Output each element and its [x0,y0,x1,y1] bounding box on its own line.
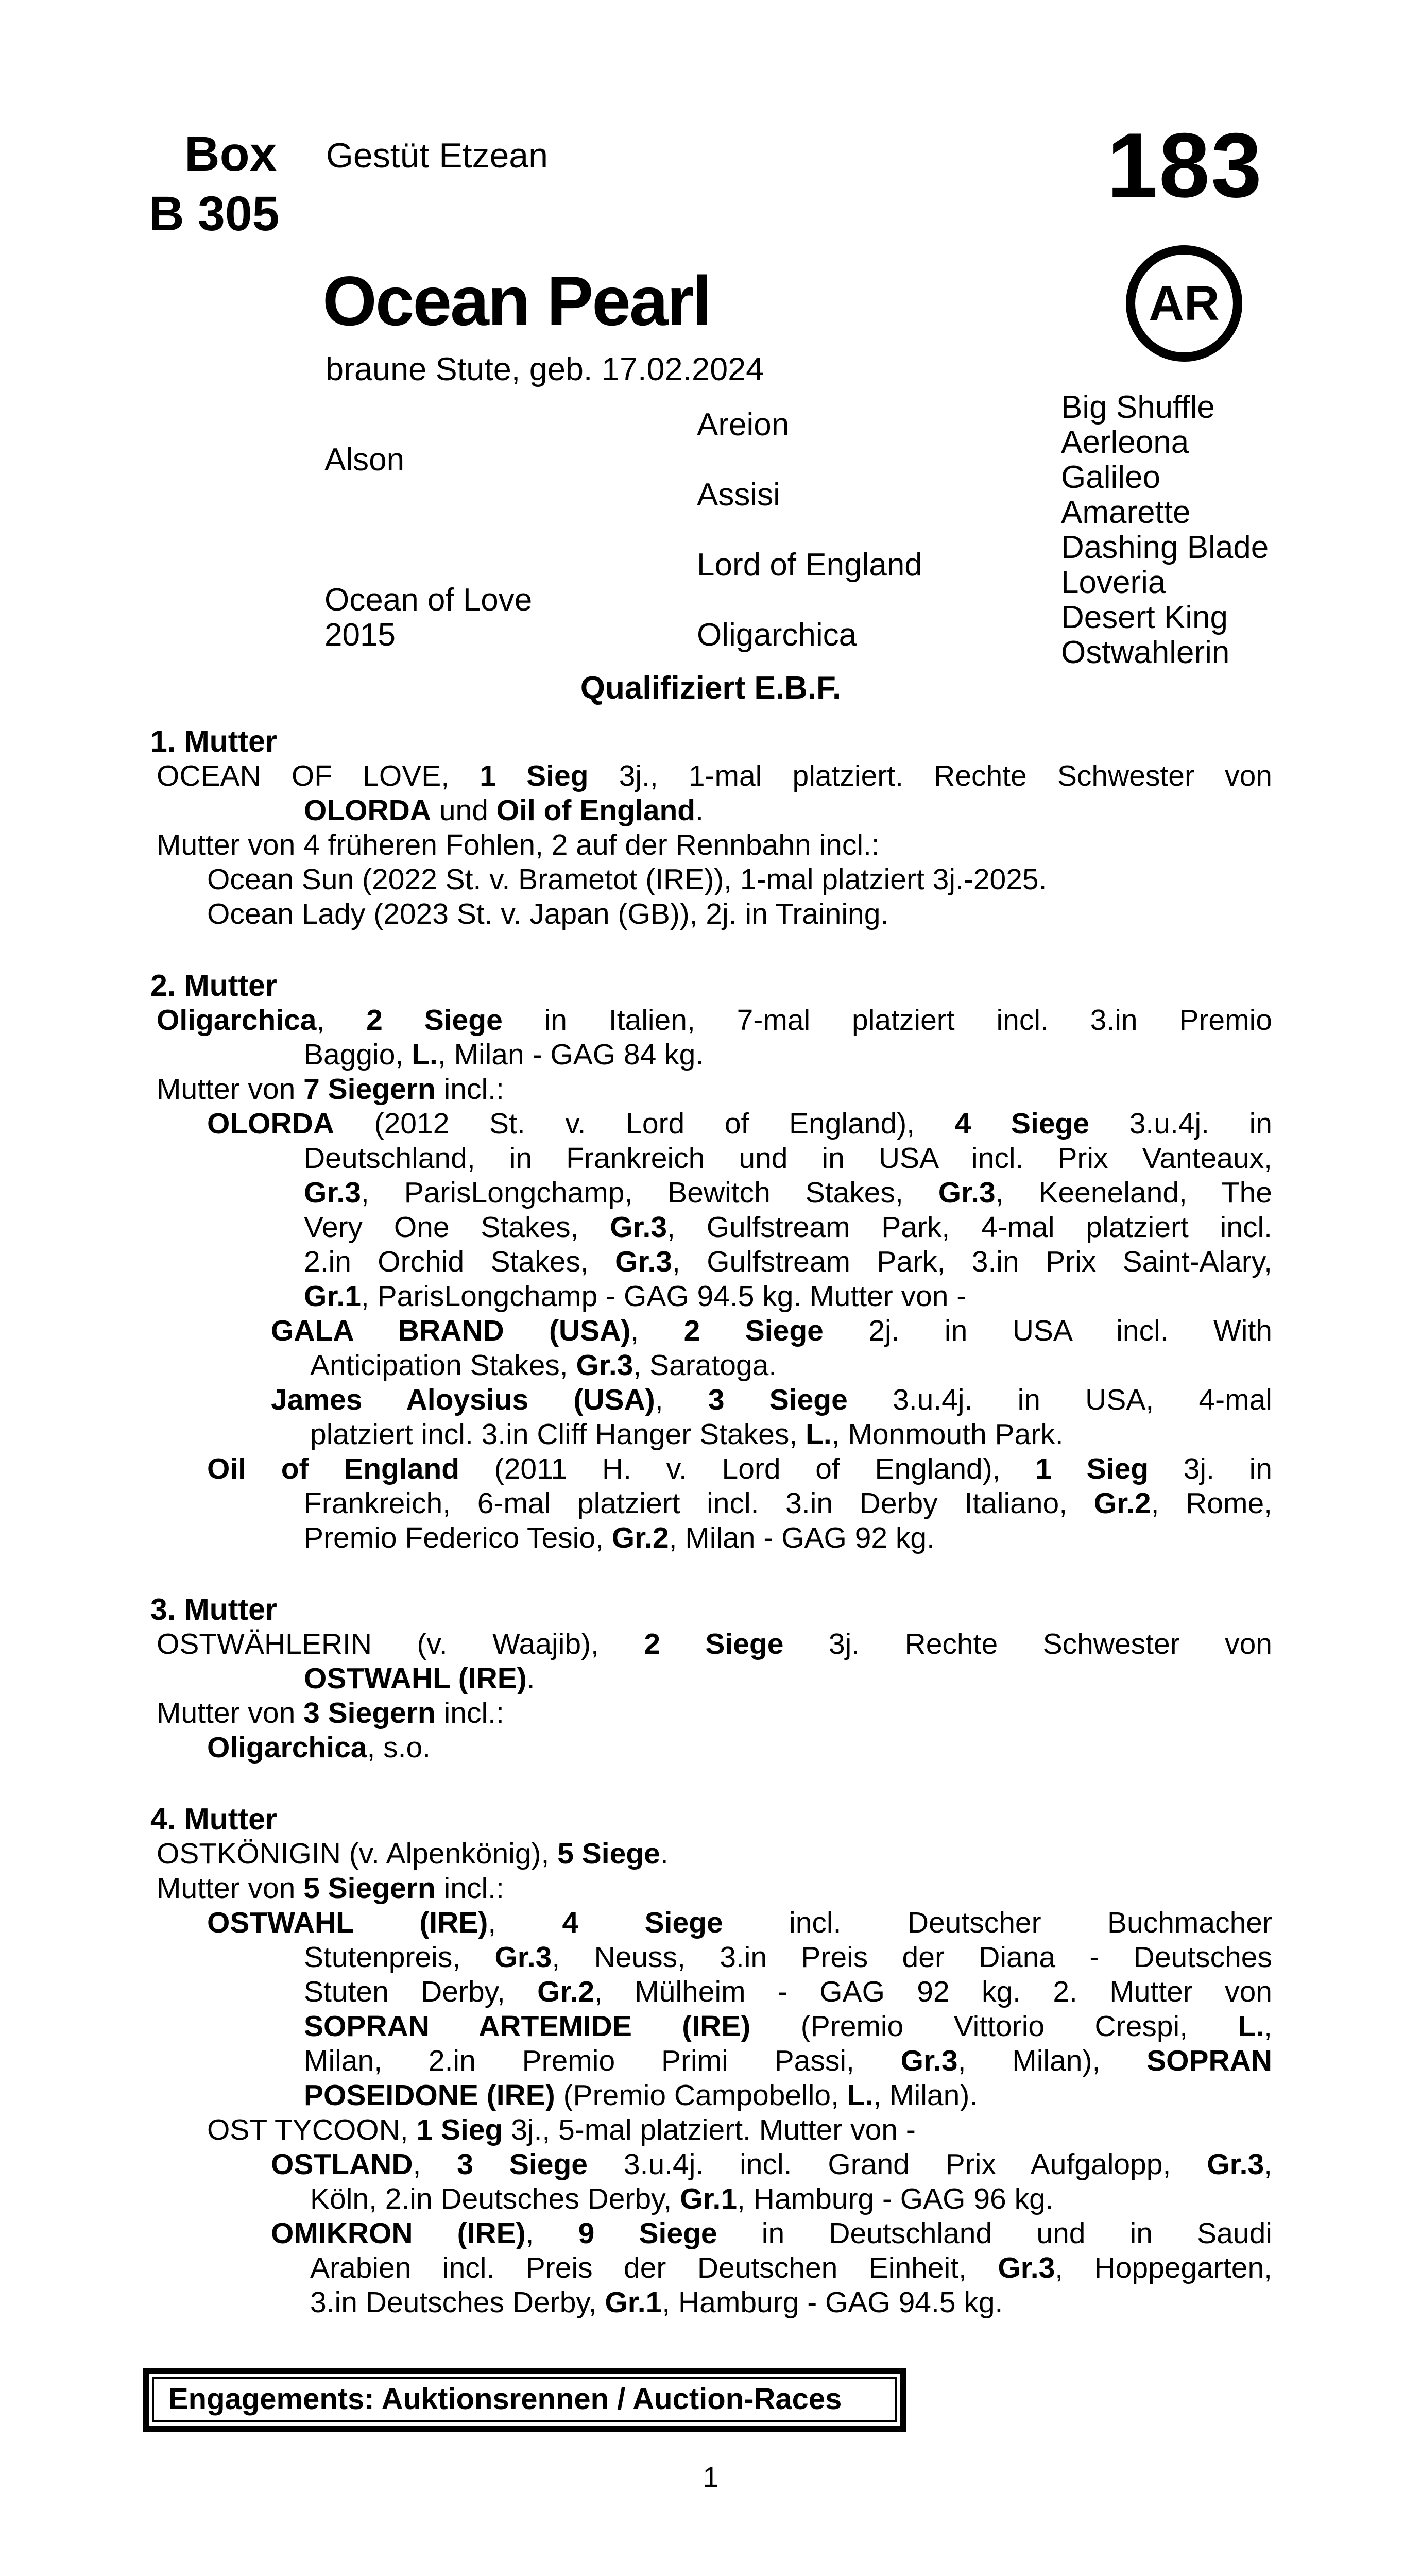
bold-text-segment: 3 Siege [708,1383,848,1416]
bold-text-segment: 1 Sieg [480,759,589,792]
text-segment: . [695,794,704,827]
bold-text-segment: 2 Siege [683,1314,824,1347]
catalog-text-line [149,2216,1272,2251]
catalog-text-line [149,1072,1272,1107]
bold-text-segment: Oil of England [207,1452,460,1485]
catalog-text-line [149,1314,1272,1348]
catalog-text-line [149,2113,1272,2147]
bold-text-segment: Gr.3 [615,1245,672,1278]
catalog-text-line [149,1837,1272,1871]
text-segment: 3.u.4j. incl. Grand Prix Aufgalopp, [587,2148,1207,2181]
bold-text-segment: OSTLAND [271,2148,413,2181]
pedigree-cell-dam-year: 2015 [324,617,396,653]
text-segment: Stutenpreis, [304,1941,495,1974]
catalog-text-line [149,1176,1272,1210]
mutter-heading: 2. Mutter [150,969,277,1003]
bold-text-segment: James Aloysius (USA) [271,1383,655,1416]
bold-text-segment: 2 Siege [366,1004,503,1037]
bold-text-segment: 7 Siegern [303,1073,436,1106]
text-segment: , [655,1383,708,1416]
bold-text-segment: 3 Siegern [303,1697,436,1730]
text-segment: Ocean Sun (2022 St. v. Brametot (IRE)), 1-mal platziert 3j.-2025. [207,863,1047,896]
text-segment: incl.: [435,1073,504,1106]
catalog-text-line [149,1906,1272,1940]
pedigree-cell-sire: Alson [324,442,405,478]
catalog-text-line [149,1521,1272,1555]
bold-text-segment: L. [1238,2010,1264,2043]
text-segment: , ParisLongchamp, Bewitch Stakes, [361,1176,938,1209]
mutter-section [149,724,1272,931]
text-segment: und [431,794,496,827]
catalog-text-line [149,1627,1272,1662]
text-segment: , Hamburg - GAG 94.5 kg. [662,2286,1003,2319]
pedigree-cell-sire-sire-sire: Big Shuffle [1061,389,1215,425]
page-number: 1 [703,2461,719,2493]
text-segment: platziert incl. 3.in Cliff Hanger Stakes, [310,1418,806,1451]
pedigree-cell-dam-sire-dam: Loveria [1061,565,1166,600]
bold-text-segment: Oil of England [496,794,696,827]
catalog-text-line [149,2009,1272,2044]
lot-number: 183 [1107,114,1263,216]
catalog-text-line [149,1417,1272,1452]
text-segment: , Gulfstream Park, 4-mal platziert incl. [667,1211,1272,1244]
mutter-heading: 1. Mutter [150,724,277,758]
catalog-text-line [149,1141,1272,1176]
text-segment: , [630,1314,684,1347]
bold-text-segment: Gr.3 [494,1941,552,1974]
bold-text-segment: 5 Siege [557,1837,660,1870]
catalog-text-line [149,1383,1272,1417]
text-segment: Arabien incl. Preis der Deutschen Einheit, [310,2251,998,2284]
text-segment: , Keeneland, The [995,1176,1273,1209]
pedigree-cell-sire-sire: Areion [697,407,790,443]
bold-text-segment: OSTWAHL (IRE) [304,1662,527,1695]
consignor-name: Gestüt Etzean [326,136,548,175]
pedigree-cell-dam-dam-dam: Ostwahlerin [1061,635,1230,670]
pedigree-cell-dam-dam-sire: Desert King [1061,600,1228,635]
catalog-text-line [149,2147,1272,2182]
bold-text-segment: 9 Siege [578,2217,717,2250]
text-segment: Very One Stakes, [304,1211,610,1244]
text-segment: , [413,2148,457,2181]
catalog-text-line [149,1871,1272,1906]
text-segment: Mutter von 4 früheren Fohlen, 2 auf der Rennbahn incl.: [157,828,880,861]
catalog-text-line [149,1696,1272,1731]
text-segment: , [488,1906,562,1939]
bold-text-segment: Gr.2 [611,1521,669,1554]
bold-text-segment: Gr.3 [304,1176,361,1209]
text-segment: 3j. in [1149,1452,1272,1485]
text-segment: 3j., 1-mal platziert. Rechte Schwester von [588,759,1272,792]
mutter-section [149,1802,1272,2320]
box-number: B 305 [149,187,280,241]
text-segment: Mutter von [157,1697,304,1730]
text-segment: , Milan - GAG 84 kg. [437,1038,704,1071]
text-segment: in Deutschland und in Saudi [717,2217,1272,2250]
text-segment: , s.o. [367,1731,431,1764]
text-segment: Stuten Derby, [304,1975,538,2008]
pedigree-cell-sire-sire-dam: Aerleona [1061,425,1189,460]
catalog-text-line [149,1940,1272,1975]
catalog-text-line [149,1003,1272,1038]
catalog-text-line [149,1348,1272,1383]
catalog-text-line [149,828,1272,862]
bold-text-segment: Gr.2 [1093,1487,1151,1520]
catalog-text-line [149,2078,1272,2113]
text-segment: . [526,1662,535,1695]
text-segment: 2.in Orchid Stakes, [304,1245,615,1278]
pedigree-cell-dam: Ocean of Love [324,582,533,618]
catalog-text-line [149,759,1272,793]
text-segment: Anticipation Stakes, [310,1349,576,1382]
mutter-heading: 4. Mutter [150,1802,277,1836]
engagements-box-inner [152,2377,897,2422]
catalog-text-line [149,1038,1272,1072]
catalog-text-line [149,2251,1272,2285]
bold-text-segment: Gr.3 [610,1211,667,1244]
bold-text-segment: Gr.3 [998,2251,1055,2284]
text-segment: Köln, 2.in Deutsches Derby, [310,2182,680,2215]
catalog-text-line [149,1975,1272,2009]
horse-name: Ocean Pearl [322,262,711,340]
bold-text-segment: OSTWAHL (IRE) [207,1906,488,1939]
bold-text-segment: Gr.1 [680,2182,738,2215]
engagements-box [143,2368,906,2432]
text-segment: , [316,1004,367,1037]
text-segment: , [1264,2010,1272,2043]
pedigree-cell-sire-dam-sire: Galileo [1061,460,1160,495]
text-segment: (2011 H. v. Lord of England), [459,1452,1036,1485]
catalog-text-line [149,1486,1272,1521]
bold-text-segment: OLORDA [304,794,431,827]
text-segment: OST TYCOON, [207,2113,417,2146]
bold-text-segment: Gr.1 [605,2286,662,2319]
bold-text-segment: Oligarchica [157,1004,317,1037]
text-segment: 3.u.4j. in [1089,1107,1272,1140]
catalog-text-line [149,2182,1272,2216]
text-segment: incl. Deutscher Buchmacher [723,1906,1272,1939]
bold-text-segment: L. [806,1418,832,1451]
bold-text-segment: Oligarchica [207,1731,367,1764]
mutter-section [149,1592,1272,1765]
box-label: Box [184,127,277,181]
text-segment: OCEAN OF LOVE, [157,759,480,792]
text-segment: Baggio, [304,1038,412,1071]
bold-text-segment: Gr.3 [938,1176,996,1209]
catalog-text-line [149,1662,1272,1696]
text-segment: , Mülheim - GAG 92 kg. 2. Mutter von [594,1975,1272,2008]
text-segment: , [525,2217,578,2250]
pedigree-cell-sire-dam-dam: Amarette [1061,495,1191,530]
text-segment: OSTWÄHLERIN (v. Waajib), [157,1628,644,1660]
bold-text-segment: Gr.1 [304,1280,361,1313]
pedigree-cell-dam-dam: Oligarchica [697,617,857,653]
bold-text-segment: 4 Siege [954,1107,1090,1140]
mutter-heading: 3. Mutter [150,1592,277,1626]
bold-text-segment: OMIKRON (IRE) [271,2217,526,2250]
horse-description: braune Stute, geb. 17.02.2024 [326,351,764,387]
bold-text-segment: 1 Sieg [1035,1452,1149,1485]
catalog-text-line [149,1452,1272,1486]
catalog-text-line [149,793,1272,828]
text-segment: , Milan - GAG 92 kg. [669,1521,935,1554]
text-segment: , ParisLongchamp - GAG 94.5 kg. Mutter von - [361,1280,967,1313]
text-segment: , Saratoga. [633,1349,777,1382]
bold-text-segment: Gr.3 [900,2044,958,2077]
text-segment: , Milan), [957,2044,1147,2077]
text-segment: , Milan). [873,2079,978,2112]
catalog-text-line [149,897,1272,931]
bold-text-segment: 2 Siege [644,1628,784,1660]
text-segment: Deutschland, in Frankreich und in USA incl. Prix Vanteaux, [304,1142,1272,1175]
bold-text-segment: 4 Siege [562,1906,723,1939]
breeder-mark-circle [1126,245,1242,362]
breeder-mark: AR [1149,276,1220,331]
text-segment: Mutter von [157,1872,304,1905]
pedigree-cell-sire-dam: Assisi [697,477,780,513]
text-segment: , Hoppegarten, [1055,2251,1272,2284]
bold-text-segment: L. [847,2079,874,2112]
bold-text-segment: 3 Siege [457,2148,588,2181]
bold-text-segment: Gr.3 [576,1349,633,1382]
catalog-text-line [149,2044,1272,2078]
text-segment: (Premio Campobello, [555,2079,847,2112]
qualification-note: Qualifiziert E.B.F. [580,670,842,706]
text-segment: . [660,1837,669,1870]
text-segment: 3.in Deutsches Derby, [310,2286,605,2319]
text-segment: in Italien, 7-mal platziert incl. 3.in Premio [502,1004,1272,1037]
catalog-text-line [149,1245,1272,1279]
catalog-text-line [149,1731,1272,1765]
catalog-text-line [149,862,1272,897]
bold-text-segment: OLORDA [207,1107,334,1140]
mutter-section [149,969,1272,1555]
bold-text-segment: Gr.2 [537,1975,595,2008]
engagements-label: Engagements: Auktionsrennen / Auction-Races [168,2382,842,2416]
catalog-text-line [149,1107,1272,1141]
bold-text-segment: SOPRAN ARTEMIDE (IRE) [304,2010,751,2043]
text-segment: Ocean Lady (2023 St. v. Japan (GB)), 2j. in Training. [207,897,889,930]
text-segment: incl.: [435,1872,504,1905]
text-segment: 2j. in USA incl. With [823,1314,1272,1347]
catalog-text-line [149,2285,1272,2320]
text-segment: Milan, 2.in Premio Primi Passi, [304,2044,901,2077]
bold-text-segment: SOPRAN [1146,2044,1272,2077]
text-segment: Frankreich, 6-mal platziert incl. 3.in Derby Italiano, [304,1487,1094,1520]
bold-text-segment: L. [412,1038,438,1071]
text-segment: OSTKÖNIGIN (v. Alpenkönig), [157,1837,558,1870]
bold-text-segment: Gr.3 [1207,2148,1264,2181]
catalog-text-line [149,1210,1272,1245]
text-segment: , Hamburg - GAG 96 kg. [737,2182,1054,2215]
text-segment: , Rome, [1151,1487,1272,1520]
pedigree-cell-dam-sire: Lord of England [697,547,922,583]
text-segment: 3j., 5-mal platziert. Mutter von - [503,2113,916,2146]
bold-text-segment: 5 Siegern [303,1872,436,1905]
text-segment: (2012 St. v. Lord of England), [334,1107,955,1140]
text-segment: , Gulfstream Park, 3.in Prix Saint-Alary, [672,1245,1272,1278]
text-segment: Premio Federico Tesio, [304,1521,612,1554]
pedigree-cell-dam-sire-sire: Dashing Blade [1061,530,1269,565]
text-segment: , Monmouth Park. [831,1418,1064,1451]
text-segment: 3j. Rechte Schwester von [783,1628,1272,1660]
bold-text-segment: GALA BRAND (USA) [271,1314,631,1347]
bold-text-segment: POSEIDONE (IRE) [304,2079,555,2112]
text-segment: , Neuss, 3.in Preis der Diana - Deutsches [552,1941,1272,1974]
pedigree-text-sections [149,724,1272,2320]
text-segment: incl.: [435,1697,504,1730]
catalog-text-line [149,1279,1272,1314]
text-segment: , [1264,2148,1272,2181]
bold-text-segment: 1 Sieg [416,2113,503,2146]
text-segment: (Premio Vittorio Crespi, [750,2010,1238,2043]
text-segment: 3.u.4j. in USA, 4-mal [847,1383,1272,1416]
text-segment: Mutter von [157,1073,304,1106]
